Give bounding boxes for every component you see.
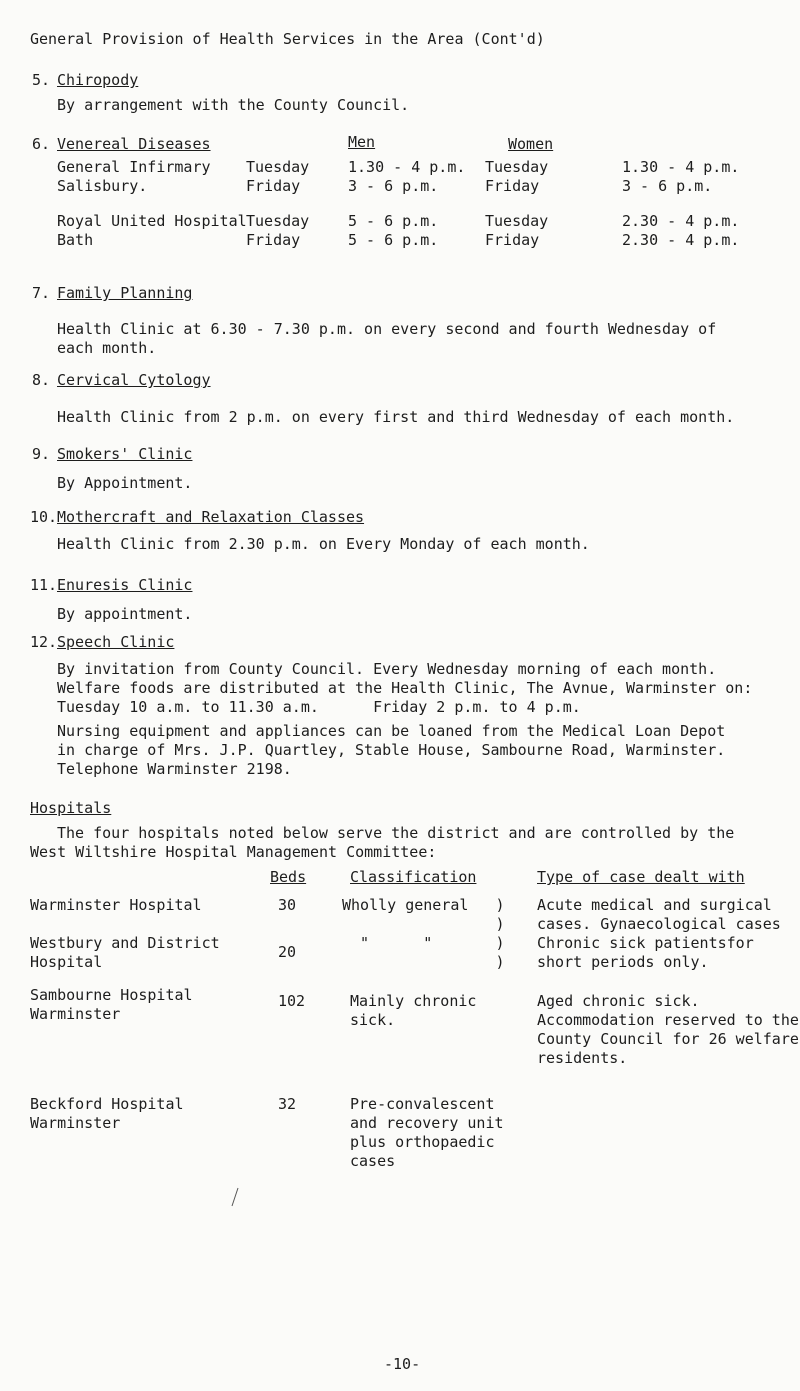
vd-row-place: General Infirmary xyxy=(57,158,211,176)
vd-row-men-time: 5 - 6 p.m. xyxy=(348,212,439,230)
hospitals-intro-line: West Wiltshire Hospital Management Committee: xyxy=(30,843,437,861)
section-9-number: 9. xyxy=(32,445,51,463)
vd-row-men-day: Friday xyxy=(246,231,301,249)
vd-row-women-day: Tuesday xyxy=(485,158,549,176)
vd-row-men-day: Friday xyxy=(246,177,301,195)
hospital-classification: Mainly chronic sick. xyxy=(350,992,477,1029)
vd-row-men-day: Tuesday xyxy=(246,158,310,176)
vd-row-men-time: 5 - 6 p.m. xyxy=(348,231,439,249)
section-11-body: By appointment. xyxy=(57,605,193,623)
section-10-number: 10. xyxy=(30,508,58,526)
vd-row-women-time: 2.30 - 4 p.m. xyxy=(622,231,740,249)
vd-row-women-time: 1.30 - 4 p.m. xyxy=(622,158,740,176)
women-header: Women xyxy=(508,135,554,153)
section-9-heading: Smokers' Clinic xyxy=(57,445,193,463)
men-header: Men xyxy=(348,133,376,151)
section-5-number: 5. xyxy=(32,71,51,89)
section-10-heading: Mothercraft and Relaxation Classes xyxy=(57,508,365,526)
section-7-number: 7. xyxy=(32,284,51,302)
section-8-heading: Cervical Cytology xyxy=(57,371,211,389)
section-11-heading: Enuresis Clinic xyxy=(57,576,193,594)
hospital-beds: 32 xyxy=(278,1095,297,1113)
vd-row-place: Bath xyxy=(57,231,94,249)
vd-row-men-time: 1.30 - 4 p.m. xyxy=(348,158,466,176)
section-12-heading: Speech Clinic xyxy=(57,633,175,651)
section-8-number: 8. xyxy=(32,371,51,389)
section-12-number: 12. xyxy=(30,633,58,651)
hospital-name: Westbury and District Hospital xyxy=(30,934,220,971)
hospital-type: Acute medical and surgical cases. Gynaecological cases xyxy=(537,896,781,933)
col-header-classification: Classification xyxy=(350,868,477,886)
hospital-name: Warminster Hospital xyxy=(30,896,202,914)
vd-row-men-time: 3 - 6 p.m. xyxy=(348,177,439,195)
col-header-type: Type of case dealt with xyxy=(537,868,745,886)
hospital-classification: Wholly general ) ) xyxy=(342,896,505,933)
section-12-body-line: Tuesday 10 a.m. to 11.30 a.m. Friday 2 p.m. to 4 p.m. xyxy=(57,698,581,716)
section-10-body: Health Clinic from 2.30 p.m. on Every Monday of each month. xyxy=(57,535,590,553)
section-12-body-line: By invitation from County Council. Every Wednesday morning of each month. xyxy=(57,660,717,678)
hospital-beds: 102 xyxy=(278,992,306,1010)
section-11-number: 11. xyxy=(30,576,58,594)
section-9-body: By Appointment. xyxy=(57,474,193,492)
section-7-body-line: each month. xyxy=(57,339,157,357)
hospital-type: Aged chronic sick. Accommodation reserved to the County Council for 26 welfare residents. xyxy=(537,992,799,1067)
hospitals-intro-line: The four hospitals noted below serve the district and are controlled by the xyxy=(57,824,735,842)
section-5-heading: Chiropody xyxy=(57,71,139,89)
hospital-type: Chronic sick patientsfor short periods only. xyxy=(537,934,754,971)
vd-row-place: Salisbury. xyxy=(57,177,148,195)
stray-mark xyxy=(230,1186,240,1208)
vd-row-women-day: Friday xyxy=(485,177,540,195)
section-6-number: 6. xyxy=(32,135,51,153)
vd-row-women-day: Tuesday xyxy=(485,212,549,230)
hospitals-heading: Hospitals xyxy=(30,799,112,817)
section-6-heading: Venereal Diseases xyxy=(57,135,211,153)
section-7-heading: Family Planning xyxy=(57,284,193,302)
vd-row-men-day: Tuesday xyxy=(246,212,310,230)
section-8-body: Health Clinic from 2 p.m. on every first and third Wednesday of each month. xyxy=(57,408,735,426)
section-12-body-line: in charge of Mrs. J.P. Quartley, Stable House, Sambourne Road, Warminster. xyxy=(57,741,726,759)
hospital-classification: " " ) ) xyxy=(360,934,505,971)
hospital-name: Beckford Hospital Warminster xyxy=(30,1095,184,1132)
hospital-name: Sambourne Hospital Warminster xyxy=(30,986,193,1023)
section-12-body-line: Telephone Warminster 2198. xyxy=(57,760,292,778)
section-5-body: By arrangement with the County Council. xyxy=(57,96,410,114)
hospital-beds: 20 xyxy=(278,943,297,961)
vd-row-women-time: 2.30 - 4 p.m. xyxy=(622,212,740,230)
section-12-body-line: Welfare foods are distributed at the Health Clinic, The Avnue, Warminster on: xyxy=(57,679,753,697)
section-7-body-line: Health Clinic at 6.30 - 7.30 p.m. on every second and fourth Wednesday of xyxy=(57,320,717,338)
page-number: -10- xyxy=(384,1355,421,1373)
col-header-beds: Beds xyxy=(270,868,307,886)
page-title: General Provision of Health Services in the Area (Cont'd) xyxy=(30,30,545,48)
hospital-beds: 30 xyxy=(278,896,297,914)
hospital-classification: Pre-convalescent and recovery unit plus orthopaedic cases xyxy=(350,1095,504,1170)
vd-row-women-day: Friday xyxy=(485,231,540,249)
section-12-body-line: Nursing equipment and appliances can be loaned from the Medical Loan Depot xyxy=(57,722,726,740)
vd-row-women-time: 3 - 6 p.m. xyxy=(622,177,713,195)
vd-row-place: Royal United Hospital xyxy=(57,212,247,230)
